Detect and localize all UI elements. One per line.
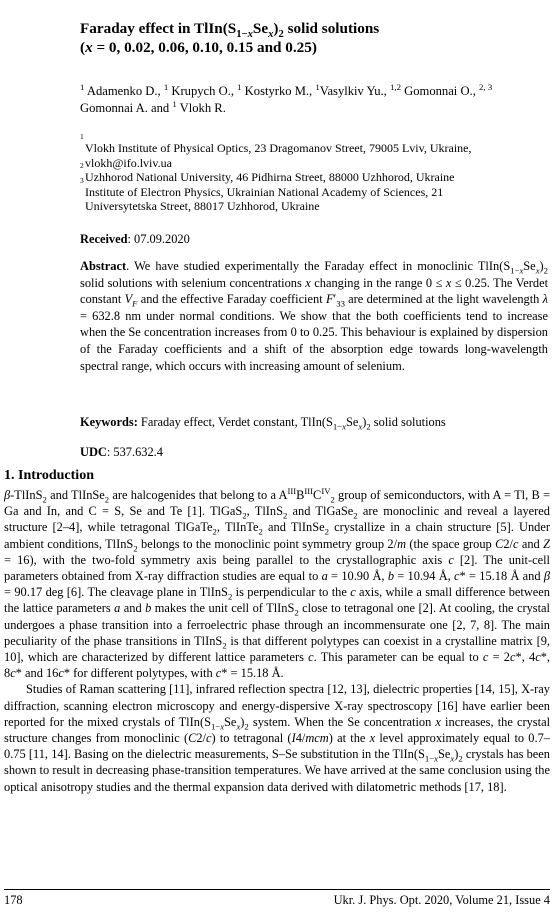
paragraph: β-TlInS$_2$ and TlInSe$_2$ are halcogenides that belong to a $A^{III}B^{III}C^{IV}_2$ group of semiconductors, with A = Tl, B = Ga and In, and C = S, Se and Te [1]. TlGaS$_2$, TlInS$_2$ and TlGaSe$_2$ are monoclinic and reveal a layered structure [2–4], while tetragonal TlGaTe$_2$, TlInTe$_2$ and TlInSe$_2$ crystallize in a chain structure [5]. Under ambient conditions, TlInS$_2$ belongs to the monoclinic point symmetry group 2/m (the space group C2/c and Z = 16), with the two-fold symmetry axis being parallel to the crystallographic axis c [2]. The unit-cell parameters obtained from X-ray diffraction studies are equal to a = 10.90 Å, b = 10.94 Å, c* = 15.18 Å and β = 90.17 deg [6]. The cleavage plane in TlInS$_2$ is perpendicular to the c axis, while a small difference between the lattice parameters a and b makes the unit cell of TlInS$_2$ close to tetragonal one [2]. At cooling, the crystal undergoes a phase transition into a ferroelectric phase through an incommensurate one [2, 7, 8]. The main peculiarity of the phase transitions in TlInS$_2$ is that different polytypes can coexist in a crystalline matrix [9, 10], which are characterized by different lattice parameters c. This parameter can be equal to c = 2c*, 4c*, 8c* and 16c* for different polytypes, with c* = 15.18 Å.	[4, 485, 551, 681]
author-list: $^1$ Adamenko D., $^1$ Krupych O., $^1$ Kostyrko M., $^1$Vasylkiv Yu., $^{1,2}$ Gomonnai O., $^{2, 3}$ Gomonnai A. and $^1$ Vlokh R.	[80, 81, 493, 115]
affiliations	[80, 132, 548, 214]
introduction-text	[4, 487, 550, 795]
page-number: 178	[4, 893, 23, 907]
affiliation: 1 Vlokh Institute of Physical Optics, 23 Dragomanov Street, 79005 Lviv, Ukraine,	[80, 132, 472, 155]
udc-code: UDC: 537.632.4	[80, 445, 163, 459]
paragraph: Studies of Raman scattering [11], infrared reflection spectra [12, 13], dielectric properties [14, 15], X-ray diffraction, scanning electron microscopy and energy-dispersive X-ray spectroscopy [16] have earlier been reported for the mixed crystals of $TlIn(S_{1-x}Se_x)_2$ system. When the Se concentration x increases, the crystal structure changes from monoclinic (C2/c) to tetragonal (I4/mcm) at the x level approximately equal to 0.7–0.75 [11, 14]. Basing on the dielectric measurements, S–Se substitution in the $TlIn(S_{1-x}Se_x)_2$ crystals has been shown to result in decreasing phase-transition temperatures. We have arrived at the same conclusion using the optical anisotropy studies and the thermal expansion data derived with dilatometric methods [17, 18].	[4, 682, 551, 794]
affiliation: 2 Uzhhorod National University, 46 Pidhirna Street, 88000 Uzhhorod, Ukraine	[80, 161, 455, 185]
affiliation-email: vlokh@ifo.lviv.ua	[85, 155, 172, 170]
affiliation: 3 Institute of Electron Physics, Ukrainian National Academy of Sciences, 21	[80, 175, 444, 199]
abstract: Abstract. We have studied experimentally the Faraday effect in monoclinic $TlIn(S_{1-x}Se_x)_2$ solid solutions with selenium concentrations x changing in the range 0 ≤ x ≤ 0.25. The Verdet constant $V_F$ and the effective Faraday coefficient $F'_{33}$ are determined at the light wavelength λ = 632.8 nm under normal conditions. We show that the both coefficients tend to increase when the Se concentration increases from 0 to 0.25. This behaviour is explained by dispersion of the Faraday coefficients and a shift of the absorption edge towards long-wavelength spectral range, which occurs with increasing amount of selenium.	[80, 259, 549, 373]
affiliation: Universytetska Street, 88017 Uzhhorod, Ukraine	[85, 199, 320, 214]
footer-divider	[4, 889, 550, 890]
received-date: Received: 07.09.2020	[80, 232, 190, 246]
journal-citation: Ukr. J. Phys. Opt. 2020, Volume 21, Issue 4	[333, 893, 550, 907]
section-heading: 1. Introduction	[4, 468, 94, 483]
keywords: Keywords: Faraday effect, Verdet constant, $TlIn(S_{1-x}Se_x)_2$ solid solutions	[80, 415, 446, 432]
paper-title: Faraday effect in $TlIn(S_{1-x}Se_x)_2$ solid solutions (x = 0, 0.02, 0.06, 0.10, 0.15 and 0.25)	[80, 20, 380, 56]
